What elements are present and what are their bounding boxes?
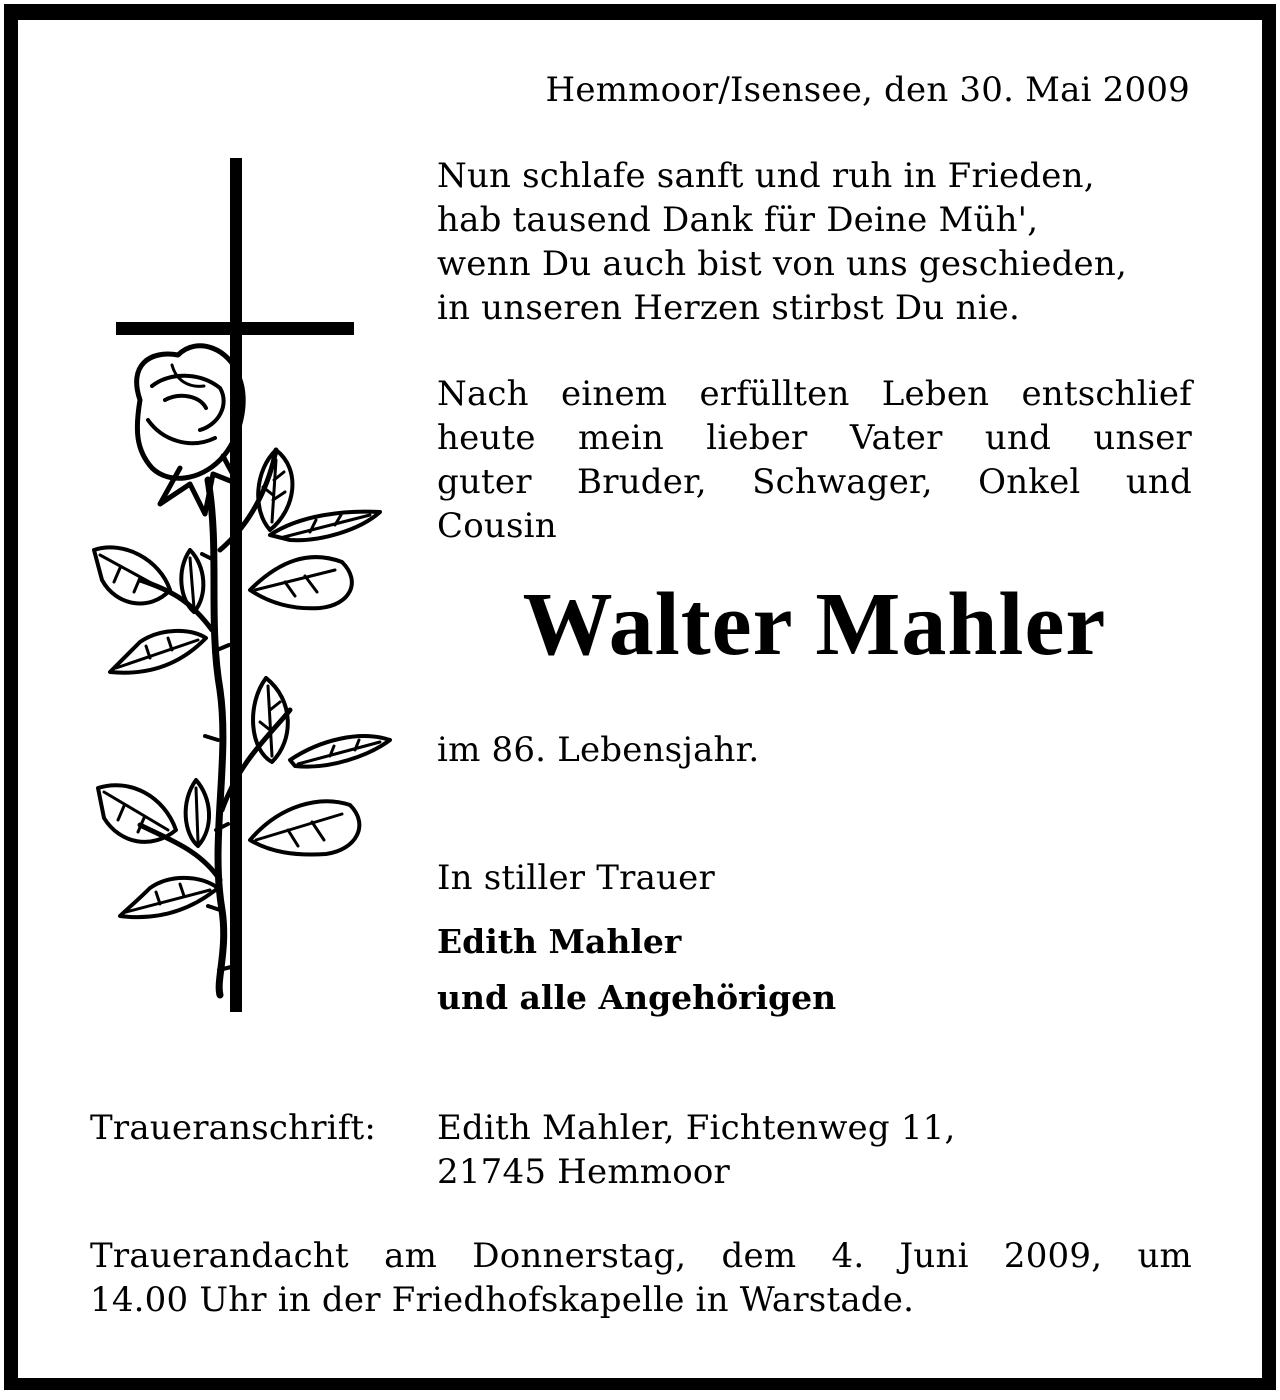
announcement-line: guter Bruder, Schwager, Onkel und <box>437 462 1192 502</box>
signers <box>437 914 836 1026</box>
verse-line: wenn Du auch bist von uns geschieden, <box>437 244 1127 284</box>
verse-line: in unseren Herzen stirbst Du nie. <box>437 288 1020 328</box>
address-line: 21745 Hemmoor <box>437 1152 731 1192</box>
address-line: Edith Mahler, Fichtenweg 11, <box>437 1108 956 1148</box>
service-line: Trauerandacht am Donnerstag, dem 4. Juni 2009, um <box>90 1236 1192 1276</box>
verse-line: Nun schlafe sanft und ruh in Frieden, <box>437 156 1095 196</box>
funeral-service-info <box>90 1234 1192 1322</box>
announcement-line: Cousin <box>437 506 557 546</box>
announcement-line: heute mein lieber Vater und unser <box>437 418 1192 458</box>
signer-name: Edith Mahler <box>437 922 682 961</box>
deceased-name: Walter Mahler <box>522 575 1107 674</box>
announcement-line: Nach einem erfüllten Leben entschlief <box>437 374 1192 414</box>
signer-relatives: und alle Angehörigen <box>437 978 837 1017</box>
cross-with-rose-icon <box>80 150 420 1020</box>
address-label: Traueranschrift: <box>90 1108 377 1148</box>
place-date: Hemmoor/Isensee, den 30. Mai 2009 <box>545 70 1190 110</box>
service-line: 14.00 Uhr in der Friedhofskapelle in Warstade. <box>90 1280 915 1320</box>
age-line: im 86. Lebensjahr. <box>437 730 760 770</box>
death-announcement <box>437 372 1192 548</box>
memorial-verse <box>437 154 1192 330</box>
mourning-address <box>437 1106 956 1194</box>
verse-line: hab tausend Dank für Deine Müh', <box>437 200 1039 240</box>
mourning-line: In stiller Trauer <box>437 858 715 898</box>
